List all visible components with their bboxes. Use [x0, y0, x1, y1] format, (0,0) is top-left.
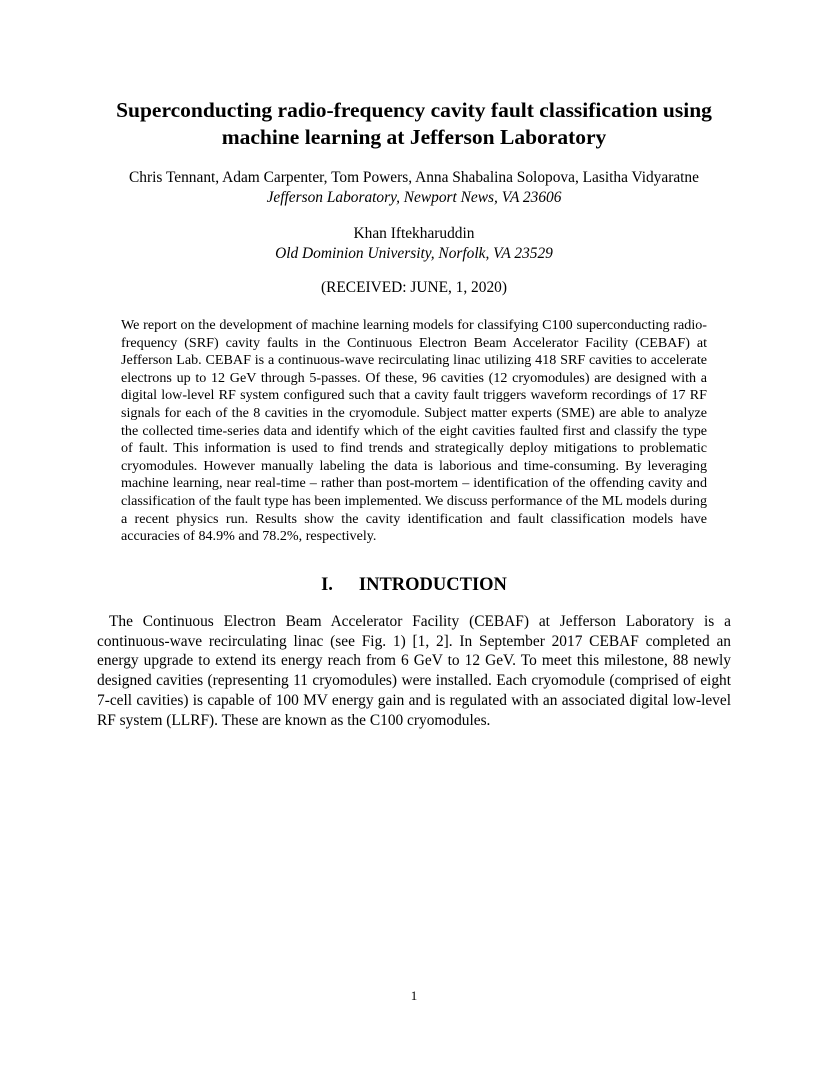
page-number: 1 — [410, 988, 418, 1003]
section-title: INTRODUCTION — [358, 575, 507, 595]
section-heading — [40, 574, 788, 596]
affiliation-odu: Old Dominion University, Norfolk, VA 23529 — [275, 245, 553, 262]
received-date: (RECEIVED: JUNE, 1, 2020) — [321, 279, 507, 296]
abstract: We report on the development of machine learning models for classifying C100 superconducting radio-frequency (SRF) cavity faults in the Continuous Electron Beam Accelerator Facility (CEBAF) at Jefferson Lab. CEBAF is a continuous-wave recirculating linac utilizing 418 SRF cavities to accelerate electrons up to 12 GeV through 5-passes. Of these, 96 cavities (12 cryomodules) are designed with a digital low-level RF system configured such that a cavity fault triggers waveform recordings of 17 RF signals for each of the 8 cavities in the cryomodule. Subject matter experts (SME) are able to analyze the collected time-series data and identify which of the eight cavities faulted first and classify the type of fault. This information is used to find trends and strategically deploy mitigations to problematic cryomodules. However manually labeling the data is laborious and time-consuming. By leveraging machine learning, near real-time – rather than post-mortem – identification of the offending cavity and classification of the fault type has been implemented. We discuss performance of the ML models during a recent physics run. Results show the cavity identification and fault classification models have accuracies of 84.9% and 78.2%, respectively. — [121, 317, 707, 545]
section-number: I. — [321, 575, 333, 595]
second-author: Khan Iftekharuddin — [353, 225, 475, 242]
paper-title — [60, 97, 768, 151]
title-line-2: machine learning at Jefferson Laboratory — [221, 125, 607, 149]
title-line-1: Superconducting radio-frequency cavity fault classification using — [116, 98, 712, 122]
intro-paragraph: The Continuous Electron Beam Accelerator Facility (CEBAF) at Jefferson Laboratory is a continuous-wave recirculating linac (see Fig. 1) [1, 2]. In September 2017 CEBAF completed an energy upgrade to extend its energy reach from 6 GeV to 12 GeV. To meet this milestone, 88 newly designed cavities (representing 11 cryomodules) were installed. Each cryomodule (comprised of eight 7-cell cavities) is capable of 100 MV energy gain and is regulated with an associated digital low-level RF system (LLRF). These are known as the C100 cryomodules. — [97, 613, 731, 729]
affiliation-jefferson-lab: Jefferson Laboratory, Newport News, VA 23606 — [266, 189, 562, 206]
author-list: Chris Tennant, Adam Carpenter, Tom Powers, Anna Shabalina Solopova, Lasitha Vidyaratne — [129, 169, 699, 186]
